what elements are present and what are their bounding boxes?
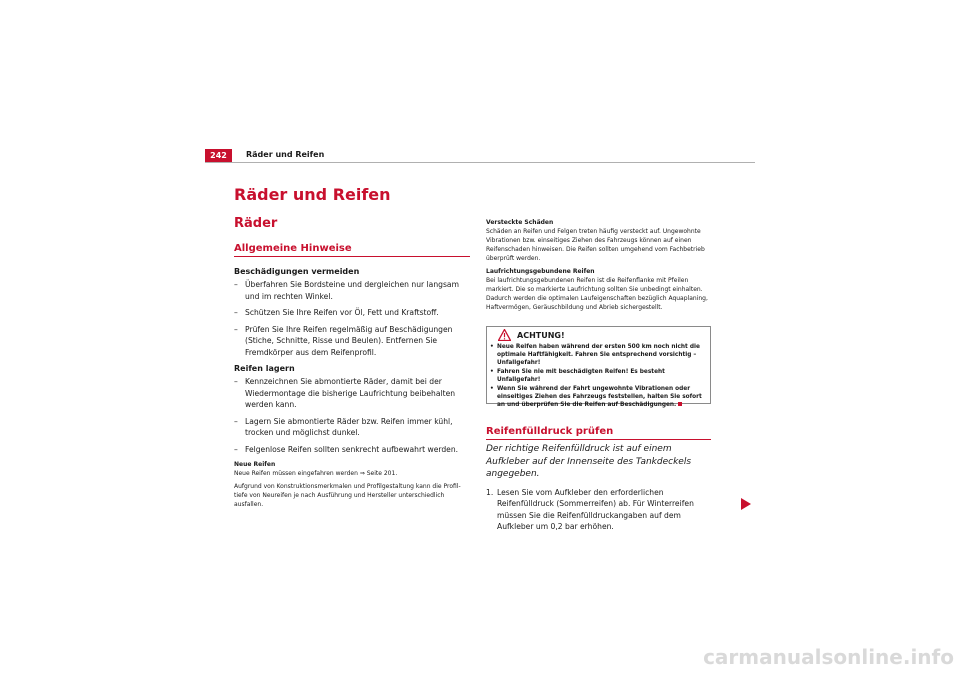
list-item: – Schützen Sie Ihre Reifen vor Öl, Fett und Kraftstoff. [234, 307, 470, 319]
new-tyres-text: Neue Reifen müssen eingefahren werden ⇒ Seite 201. [234, 470, 398, 477]
section-heading-pressure: Reifenfülldruck prüfen [486, 426, 711, 440]
page-number: 242 [205, 149, 232, 162]
construction-text: Aufgrund von Konstruktionsmerkmalen und Profilgestaltung kann die Profiltiefe von Neureifen je nach Ausführung und Hersteller unterschiedlich ausfallen. [234, 483, 461, 508]
list-item: – Felgenlose Reifen sollten senkrecht aufbewahrt werden. [234, 444, 470, 456]
warning-title: ACHTUNG! [517, 330, 565, 340]
storage-heading: Reifen lagern [234, 364, 295, 373]
list-item: • Neue Reifen haben während der ersten 500 km noch nicht die optimale Haftfähigkeit. Fahren Sie entsprechend vorsichtig – Unfallgefahr! [490, 343, 707, 367]
next-page-arrow-icon[interactable] [741, 498, 751, 510]
step-text: Lesen Sie vom Aufkleber den erforderlichen Reifenfülldruck (Sommerreifen) ab. Für Winterreifen müssen Sie die Reifenfülldruckangaben auf dem Aufkleber um 0,2 bar erhöhen. [497, 487, 694, 531]
steps-list [486, 487, 711, 533]
running-header: Räder und Reifen [246, 150, 325, 159]
footer-watermark: carmanualsonline.info [703, 645, 954, 669]
header-rule [205, 162, 755, 163]
list-item: – Prüfen Sie Ihre Reifen regelmäßig auf Beschädigungen (Stiche, Schnitte, Risse und Beulen). Entfernen Sie Fremdkörper aus dem Reifenprofil. [234, 324, 470, 359]
list-item: – Lagern Sie abmontierte Räder bzw. Reifen immer kühl, trocken und möglichst dunkel. [234, 416, 470, 439]
list-item [486, 487, 711, 533]
direction-heading: Laufrichtungsgebundene Reifen [486, 268, 595, 275]
list-item: • Fahren Sie nie mit beschädigten Reifen! Es besteht Unfallgefahr! [490, 368, 707, 384]
warning-box [486, 326, 711, 408]
section-heading-general: Allgemeine Hinweise [234, 243, 470, 257]
right-column-top [486, 218, 711, 316]
damage-heading: Beschädigungen vermeiden [234, 267, 360, 276]
damage-list [234, 279, 470, 358]
warning-header [490, 327, 707, 343]
list-item [490, 385, 707, 409]
left-column [234, 266, 470, 513]
list-item: – Überfahren Sie Bordsteine und dergleichen nur langsam und im rechten Winkel. [234, 279, 470, 302]
chapter-title: Räder und Reifen [234, 185, 391, 204]
new-tyres-heading: Neue Reifen [234, 461, 276, 468]
right-column-bottom [486, 443, 711, 533]
list-item: – Kennzeichnen Sie abmontierte Räder, damit bei der Wiedermontage die bisherige Laufrichtung beibehalten werden kann. [234, 376, 470, 411]
warning-list [490, 343, 707, 409]
storage-list [234, 376, 470, 455]
chapter-subtitle: Räder [234, 216, 278, 231]
direction-text: Bei laufrichtungsgebundenen Reifen ist die Reifenflanke mit Pfeilen markiert. Die so markierte Laufrichtung sollten Sie unbedingt einhalten. Dadurch werden die optimalen Laufeigenschaften bezüglich Aquaplaning, Haftvermögen, Geräuschbildung und Abrieb sichergestellt. [486, 277, 708, 311]
warning-triangle-icon [498, 329, 511, 341]
pressure-intro: Der richtige Reifenfülldruck ist auf einem Aufkleber auf der Innenseite des Tankdeckels angegeben. [486, 444, 692, 479]
warning-item-text: Wenn Sie während der Fahrt ungewohnte Vibrationen oder einseitiges Ziehen des Fahrzeugs feststellen, halten Sie sofort an und überprüfen Sie die Reifen auf Beschädigungen. [497, 386, 702, 408]
step-number: 1. [486, 487, 494, 497]
end-mark-icon [678, 402, 682, 406]
hidden-damage-heading: Versteckte Schäden [486, 219, 554, 226]
hidden-damage-text: Schäden an Reifen und Felgen treten häufig versteckt auf. Ungewohnte Vibrationen bzw. einseitiges Ziehen des Fahrzeugs können auf einen Reifenschaden hinweisen. Die Reifen sollten umgehend vom Fachbetrieb überprüft werden. [486, 228, 705, 262]
